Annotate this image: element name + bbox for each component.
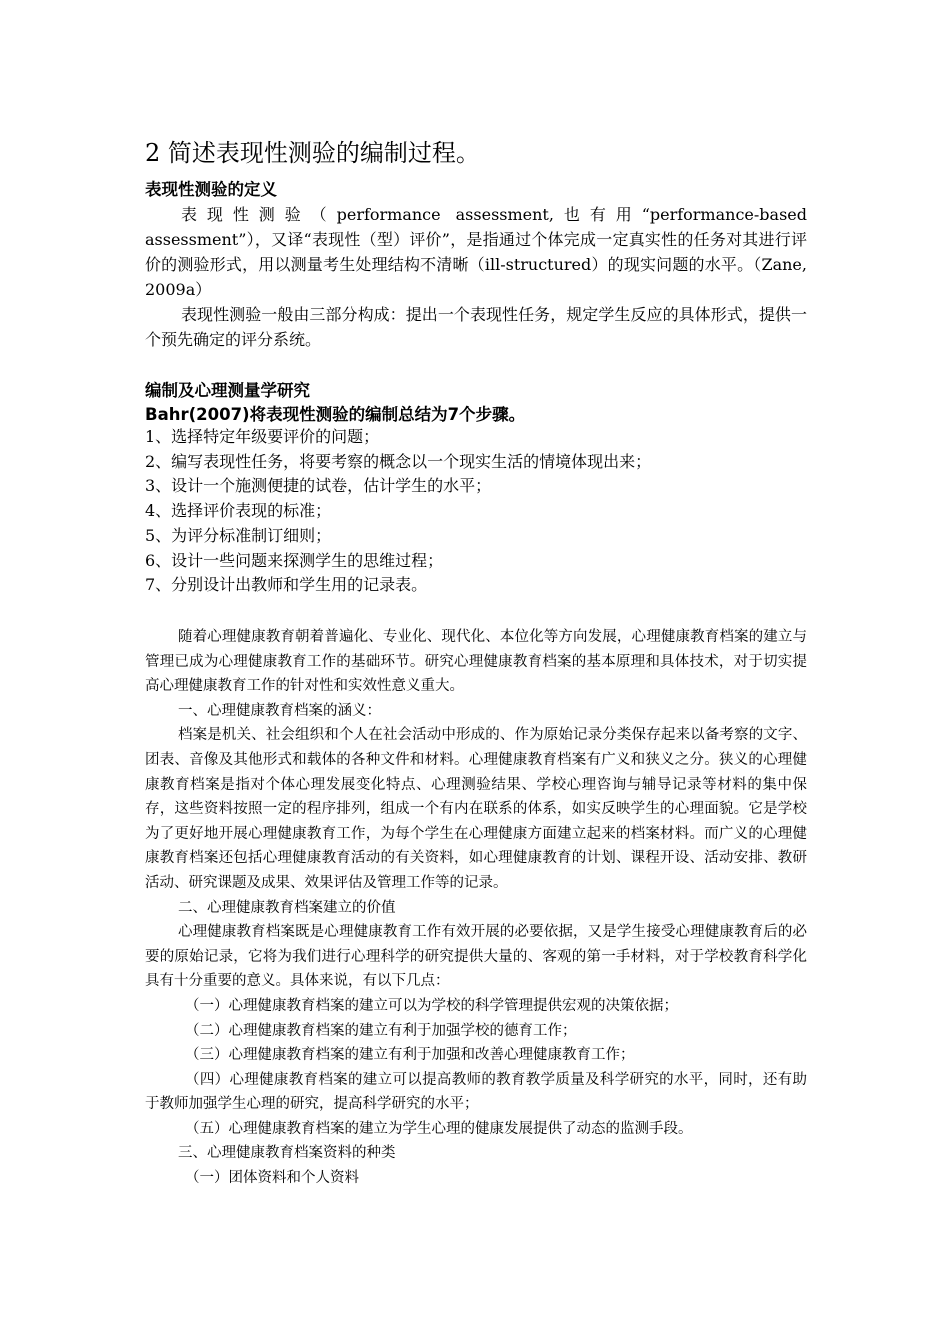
list-item: 1、选择特定年级要评价的问题； (145, 427, 380, 446)
list-item: 4、选择评价表现的标准； (145, 501, 332, 521)
definition-paragraph: 表现性测验一般由三部分构成：提出一个表现性任务，规定学生反应的具体形式，提供一个预先确定的评分系统。 (145, 305, 807, 349)
research-heading: 编制及心理测量学研究 (145, 381, 310, 400)
archive-paragraph: 心理健康教育档案既是心理健康教育工作有效开展的必要依据，又是学生接受心理健康教育后的必要的原始记录，它将为我们进行心理科学的研究提供大量的、客观的第一手材料，对于学校教育科学化具有十分重要的意义。具体来说，有以下几点： (145, 924, 807, 990)
archive-section-heading: 三、心理健康教育档案资料的种类 (178, 1145, 396, 1162)
research-subheading: Bahr(2007)将表现性测验的编制总结为7个步骤。 (145, 405, 526, 424)
archive-body (145, 625, 807, 1191)
list-item: 2、编写表现性任务，将要考察的概念以一个现实生活的情境体现出来； (145, 451, 652, 471)
archive-list-item: （一）团体资料和个人资料 (185, 1170, 359, 1187)
definition-body (145, 202, 807, 352)
list-item: 5、为评分标准制订细则； (145, 525, 332, 545)
archive-list-item: （五）心理健康教育档案的建立为学生心理的健康发展提供了动态的监测手段。 (185, 1120, 693, 1137)
definition-paragraph: 表现性测验（performance assessment,也有用“performance-based assessment”），又译“表现性（型）评价”，是指通过个体完成一定真实性的任务对其进行评价的测验形式，用以测量考生处理结构不清晰（ill-structured）的现实问题的水平。（Zane, 2009a） (145, 205, 807, 299)
archive-list-item: （三）心理健康教育档案的建立有利于加强和改善心理健康教育工作； (185, 1047, 635, 1064)
page-title: 2 简述表现性测验的编制过程。 (145, 139, 480, 167)
list-item: 6、设计一些问题来探测学生的思维过程； (145, 550, 444, 570)
archive-section-heading: 一、心理健康教育档案的涵义： (178, 702, 381, 719)
archive-list-item: （二）心理健康教育档案的建立有利于加强学校的德育工作； (185, 1022, 577, 1039)
list-item: 3、设计一个施测便捷的试卷，估计学生的水平； (145, 476, 492, 496)
archive-paragraph: 档案是机关、社会组织和个人在社会活动中形成的、作为原始记录分类保存起来以备考察的文字、团表、音像及其他形式和载体的各种文件和材料。心理健康教育档案有广义和狭义之分。狭义的心理健康教育档案是指对个体心理发展变化特点、心理测验结果、学校心理咨询与辅导记录等材料的集中保存，这些资料按照一定的程序排列，组成一个有内在联系的体系，如实反映学生的心理面貌。它是学校为了更好地开展心理健康教育工作，为每个学生在心理健康方面建立起来的档案材料。而广义的心理健康教育档案还包括心理健康教育活动的有关资料，如心理健康教育的计划、课程开设、活动安排、教研活动、研究课题及成果、效果评估及管理工作等的记录。 (145, 727, 807, 891)
archive-list-item: （一）心理健康教育档案的建立可以为学校的科学管理提供宏观的决策依据； (185, 997, 678, 1014)
definition-heading: 表现性测验的定义 (145, 180, 277, 199)
archive-list-item: （四）心理健康教育档案的建立可以提高教师的教育教学质量及科学研究的水平，同时，还有助于教师加强学生心理的研究，提高科学研究的水平； (145, 1071, 807, 1113)
steps-list (145, 425, 807, 598)
archive-section-heading: 二、心理健康教育档案建立的价值 (178, 899, 396, 916)
list-item: 7、分别设计出教师和学生用的记录表。 (145, 575, 428, 595)
archive-paragraph: 随着心理健康教育朝着普遍化、专业化、现代化、本位化等方向发展，心理健康教育档案的建立与管理已成为心理健康教育工作的基础环节。研究心理健康教育档案的基本原理和具体技术，对于切实提高心理健康教育工作的针对性和实效性意义重大。 (145, 629, 807, 695)
